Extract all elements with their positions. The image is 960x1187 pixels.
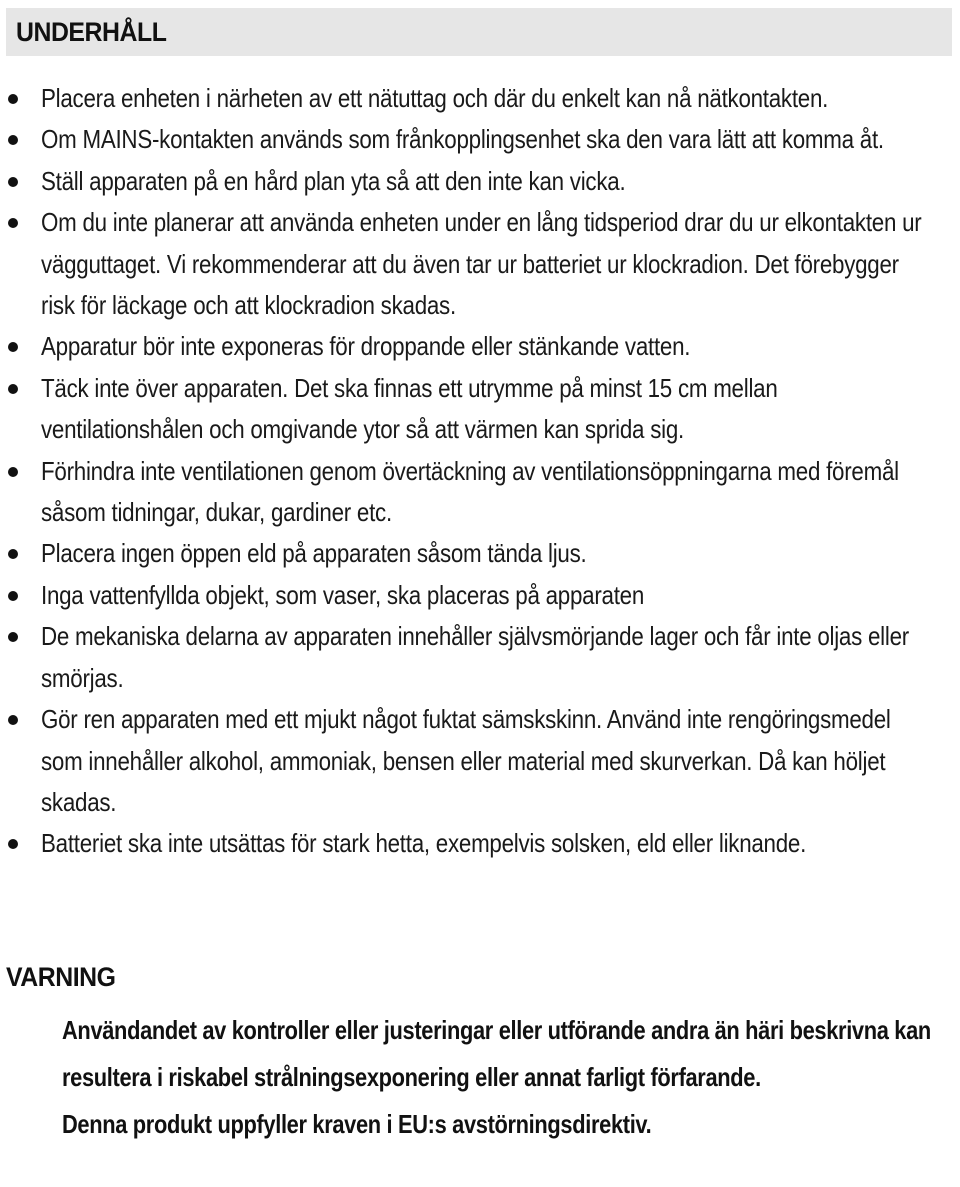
list-item-text: Ställ apparaten på en hård plan yta så att den inte kan vicka. [41,165,626,196]
list-item-text: Batteriet ska inte utsättas för stark hetta, exempelvis solsken, eld eller liknande. [41,828,807,859]
bullet-icon [8,218,18,228]
bullet-icon [8,177,18,187]
list-item-text: Gör ren apparaten med ett mjukt något fuktat sämskskinn. Använd inte rengöringsmedel som innehåller alkohol, ammoniak, bensen eller material med skurverkan. Då kan höljet skadas. [41,704,891,817]
warning-compliance-text: Denna produkt uppfyller kraven i EU:s avstörningsdirektiv. [62,1109,652,1139]
bullet-icon [8,549,18,559]
list-item [0,699,960,823]
bullet-icon [8,342,18,352]
list-item [0,368,960,451]
list-item [0,451,960,534]
list-item-text: Inga vattenfyllda objekt, som vaser, ska placeras på apparaten [41,579,645,610]
warning-title: VARNING [6,962,116,992]
list-item-text: Om du inte planerar att använda enheten under en lång tidsperiod drar du ur elkontakten ur vägguttaget. Vi rekommenderar att du även tar ur batteriet ur klockradion. Det förebygger risk för läckage och att klockradion skadas. [41,207,922,321]
list-item [0,616,960,699]
list-item [0,533,960,574]
list-item [0,326,960,367]
maintenance-list [0,78,960,865]
list-item-text: Placera ingen öppen eld på apparaten såsom tända ljus. [41,538,587,569]
list-item-text: Täck inte över apparaten. Det ska finnas ett utrymme på minst 15 cm mellan ventilationshålen och omgivande ytor så att värmen kan sprida sig. [41,372,778,445]
maintenance-title: UNDERHÅLL [16,16,167,47]
list-item-text: De mekaniska delarna av apparaten innehåller självsmörjande lager och får inte oljas eller smörjas. [41,621,909,693]
list-item [0,119,960,160]
list-item [0,78,960,119]
list-item-text: Förhindra inte ventilationen genom övertäckning av ventilationsöppningarna med föremål såsom tidningar, dukar, gardiner etc. [41,455,899,528]
warning-body [62,1007,960,1148]
list-item-text: Om MAINS-kontakten används som frånkopplingsenhet ska den vara lätt att komma åt. [41,124,884,155]
list-item [0,823,960,864]
list-item [0,161,960,202]
list-item-text: Apparatur bör inte exponeras för droppande eller stänkande vatten. [41,331,691,362]
bullet-icon [8,591,18,601]
list-item-text: Placera enheten i närheten av ett nätuttag och där du enkelt kan nå nätkontakten. [41,83,829,113]
maintenance-header [6,8,952,56]
list-item [0,575,960,616]
bullet-icon [8,384,18,394]
bullet-icon [8,94,18,104]
bullet-icon [8,467,18,477]
bullet-icon [8,135,18,145]
list-item [0,202,960,326]
bullet-icon [8,632,18,642]
bullet-icon [8,839,18,849]
bullet-icon [8,715,18,725]
warning-text: Användandet av kontroller eller justeringar eller utförande andra än häri beskrivna kan resultera i riskabel strålningsexponering eller annat farligt förfarande. [62,1015,931,1092]
